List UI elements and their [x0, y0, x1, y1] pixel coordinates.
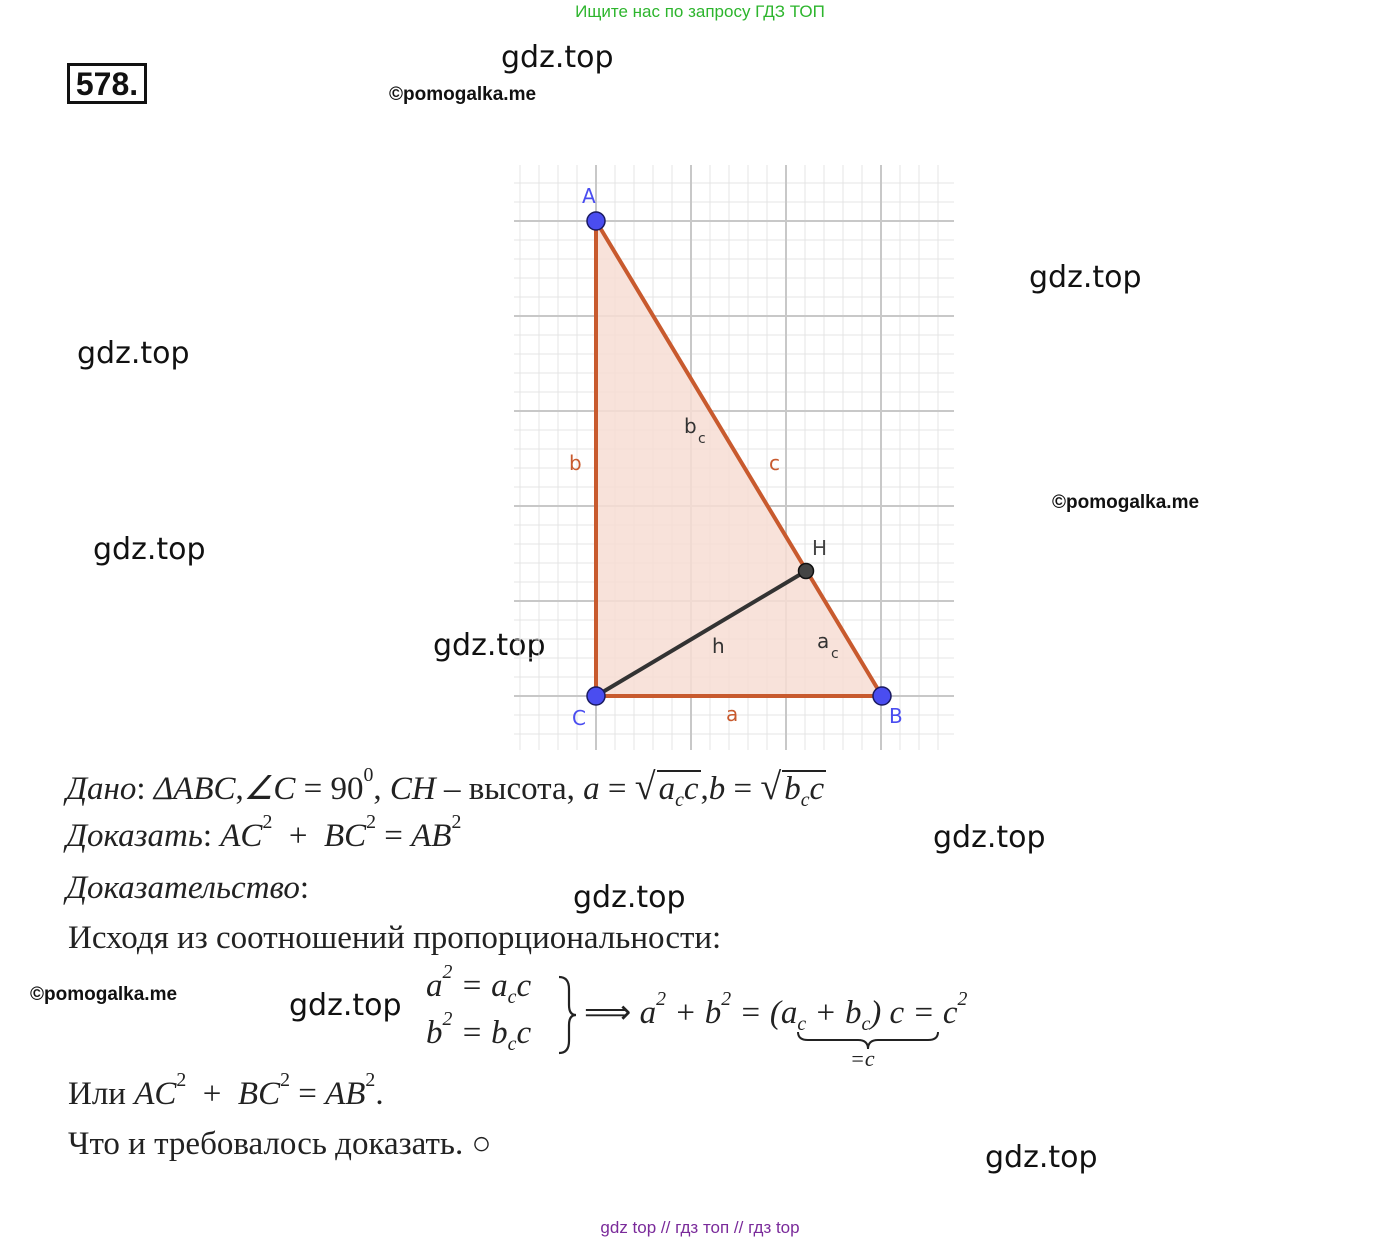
label-segment-bc-sub: c	[698, 431, 706, 447]
or-word: Или	[68, 1076, 126, 1112]
watermark-gdz: gdz.top	[77, 336, 190, 371]
equation-a-squared: $a^2 = a_cc$	[426, 961, 532, 1008]
watermark-gdz: gdz.top	[433, 628, 546, 663]
label-c-vertex: C	[572, 706, 586, 730]
label-side-a: a	[726, 702, 739, 726]
label-segment-ac-sub: c	[831, 646, 839, 662]
label-a-vertex: A	[582, 184, 596, 208]
conclusion-line: Или $AC^2 + BC^2 = AB^2$.	[68, 1069, 384, 1112]
watermark-gdz: gdz.top	[93, 532, 206, 567]
watermark-pomogalka: ©pomogalka.me	[30, 984, 178, 1005]
footer-links: gdz top // гдз топ // гдз top	[600, 1218, 800, 1237]
proof-label: Доказательство	[66, 870, 300, 906]
given-line: Дано: ΔABC,∠C = $90^0$, CH – высота, $a = √a_cc,b = √b_cc$	[66, 764, 825, 811]
problem-number: 578.	[67, 63, 147, 104]
vertex-b	[873, 687, 891, 705]
label-side-c: c	[769, 451, 780, 475]
underbrace-label: =c	[850, 1046, 875, 1071]
top-banner: Ищите нас по запросу ГДЗ ТОП	[575, 2, 825, 21]
triangle-figure	[514, 165, 954, 750]
watermark-gdz: gdz.top	[501, 40, 614, 75]
basis-line: Исходя из соотношений пропорциональности:	[68, 920, 722, 956]
watermark-gdz: gdz.top	[1029, 260, 1142, 295]
vertex-a	[587, 212, 605, 230]
label-segment-bc: b	[684, 414, 697, 438]
watermark-pomogalka: ©pomogalka.me	[389, 84, 537, 105]
watermark-gdz: gdz.top	[933, 820, 1046, 855]
prove-label: Доказать	[66, 818, 203, 854]
label-b-vertex: B	[889, 704, 903, 728]
watermark-gdz: gdz.top	[985, 1140, 1098, 1175]
label-segment-ac: a	[817, 629, 830, 653]
label-h-point: H	[812, 536, 828, 560]
prove-line: Доказать: $AC^2 + BC^2 = AB^2$	[66, 811, 462, 854]
proof-line: Доказательство:	[66, 870, 310, 906]
watermark-pomogalka: ©pomogalka.me	[1052, 492, 1200, 513]
equation-b-squared: $b^2 = b_cc$	[426, 1008, 532, 1055]
vertex-c	[587, 687, 605, 705]
qed-line: Что и требовалось доказать. ○	[68, 1126, 492, 1162]
point-h	[799, 564, 814, 579]
given-label: Дано	[66, 771, 137, 807]
watermark-gdz: gdz.top	[573, 880, 686, 915]
equation-sum: ⟹ $a^2 + b^2 = (a_c + b_c) c = c^2$	[584, 988, 968, 1035]
label-altitude-h: h	[712, 634, 725, 658]
watermark-gdz: gdz.top	[289, 988, 402, 1023]
label-side-b: b	[569, 451, 582, 475]
triangle-abc	[596, 221, 882, 696]
right-brace	[556, 975, 578, 1055]
given-height-word: высота	[468, 771, 567, 807]
